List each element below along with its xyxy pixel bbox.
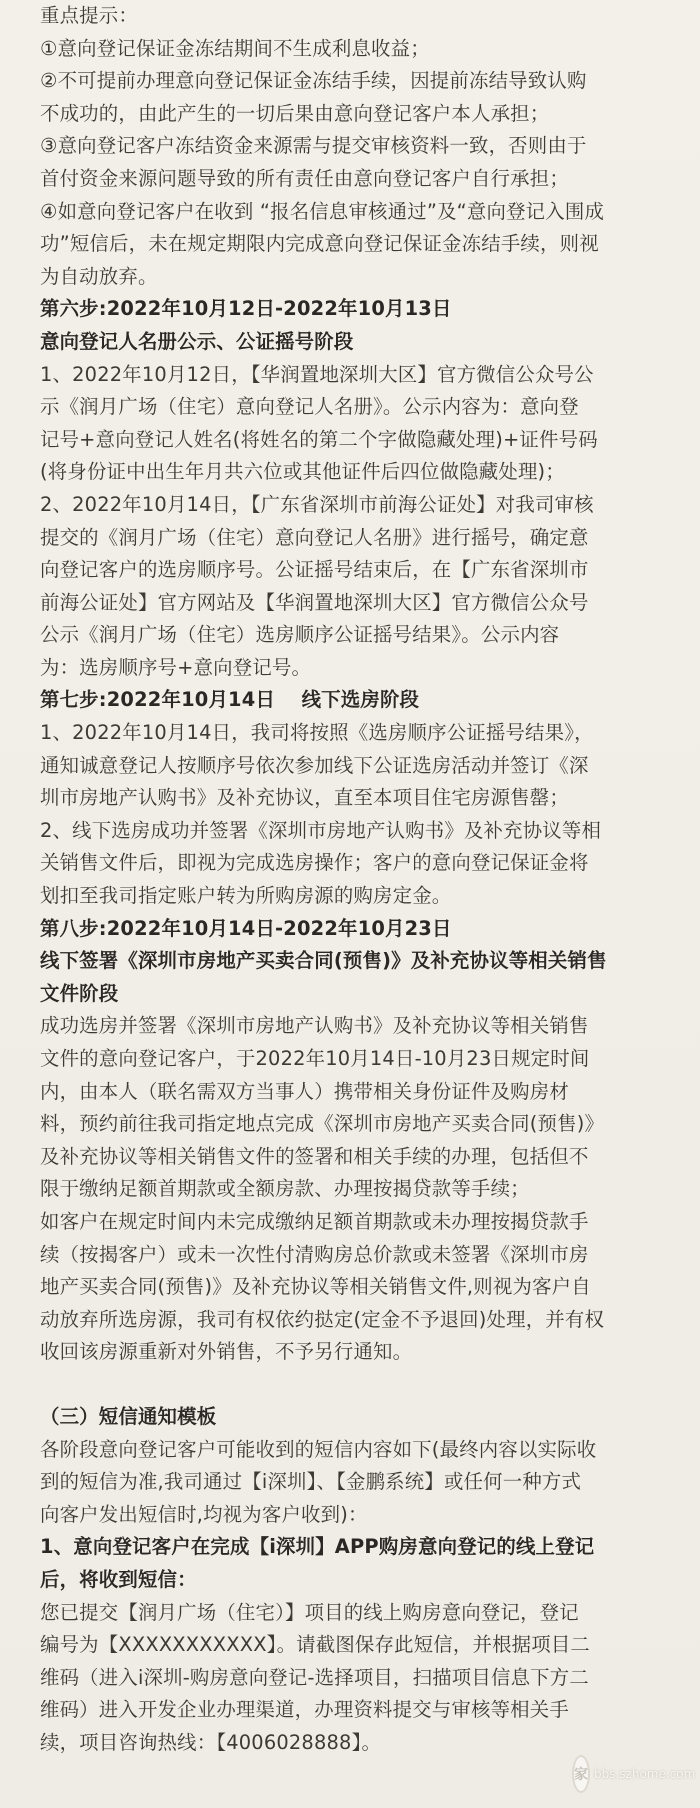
heading-line: 第六步:2022年10月12日-2022年10月13日 (40, 297, 452, 321)
text-line: 到的短信为准,我司通过【i深圳】、【金鹏系统】或任何一种方式 (40, 1470, 582, 1494)
text-line: 维码（进入i深圳-购房意向登记-选择项目，扫描项目信息下方二 (40, 1665, 589, 1689)
document-body (40, 0, 676, 1759)
text-line: 文件的意向登记客户，于2022年10月14日-10月23日规定时间 (40, 1047, 590, 1070)
watermark-logo-text: 家 (574, 1767, 588, 1783)
text-line: 成功选房并签署《深圳市房地产认购书》及补充协议等相关销售 (40, 1014, 589, 1038)
text-line: 关销售文件后，即视为完成选房操作；客户的意向登记保证金将 (40, 851, 589, 875)
watermark-site-text: bbs.szhome.com (594, 1767, 696, 1781)
text-line: 为：选房顺序号+意向登记号。 (40, 655, 312, 679)
paragraph-gap (40, 1369, 676, 1401)
text-line: 2、线下选房成功并签署《深圳市房地产认购书》及补充协议等相 (40, 818, 602, 842)
text-line: ④如意向登记客户在收到 “报名信息审核通过”及“意向登记入围成 (40, 199, 605, 223)
text-line: 向客户发出短信时,均视为客户收到)： (40, 1502, 368, 1526)
text-line: 首付资金来源问题导致的所有责任由意向登记客户自行承担； (40, 166, 569, 190)
heading-line: 线下签署《深圳市房地产买卖合同(预售)》及补充协议等相关销售 (40, 949, 607, 973)
site-watermark (572, 1754, 696, 1794)
text-line: ①意向登记保证金冻结期间不生成利息收益； (40, 36, 430, 60)
text-line: ②不可提前办理意向登记保证金冻结手续，因提前冻结导致认购 (40, 69, 587, 93)
heading-line: 第七步:2022年10月14日 线下选房阶段 (40, 688, 420, 712)
heading-line: 意向登记人名册公示、公证摇号阶段 (40, 329, 354, 353)
text-line: 记号+意向登记人姓名(将姓名的第二个字做隐藏处理)+证件号码 (40, 427, 598, 451)
text-line: 续，项目咨询热线：【4006028888】。 (40, 1730, 382, 1754)
text-line: 划扣至我司指定账户转为所购房源的购房定金。 (40, 884, 452, 908)
text-line: 编号为【XXXXXXXXXXX】。请截图保存此短信，并根据项目二 (40, 1633, 591, 1657)
text-line: 前海公证处】官方网站及【华润置地深圳大区】官方微信公众号 (40, 590, 589, 614)
text-line: 如客户在规定时间内未完成缴纳足额首期款或未办理按揭贷款手 (40, 1209, 589, 1233)
text-line: 圳市房地产认购书》及补充协议，直至本项目住宅房源售罄； (40, 786, 569, 810)
heading-line: （三）短信通知模板 (40, 1404, 217, 1428)
text-line: 动放弃所选房源，我司有权依约挞定(定金不予退回)处理，并有权 (40, 1307, 605, 1331)
text-line: 及补充协议等相关销售文件的签署和相关手续的办理，包括但不 (40, 1144, 589, 1168)
text-line: 公示《润月广场（住宅）选房顺序公证摇号结果》。公示内容 (40, 623, 560, 647)
text-line: ③意向登记客户冻结资金来源需与提交审核资料一致，否则由于 (40, 134, 587, 158)
text-line: 提交的《润月广场（住宅）意向登记人名册》进行摇号，确定意 (40, 525, 589, 549)
text-line: 通知诚意登记人按顺序号依次参加线下公证选房活动并签订《深 (40, 753, 589, 777)
text-line: 地产买卖合同(预售)》及补充协议等相关销售文件,则视为客户自 (40, 1275, 591, 1299)
text-line: 收回该房源重新对外销售，不予另行通知。 (40, 1340, 413, 1364)
text-line: 1、2022年10月14日，我司将按照《选房顺序公证摇号结果》， (40, 721, 594, 745)
heading-line: 1、意向登记客户在完成【i深圳】APP购房意向登记的线上登记 (40, 1535, 595, 1559)
text-line: 各阶段意向登记客户可能收到的短信内容如下(最终内容以实际收 (40, 1437, 597, 1461)
heading-line: 第八步:2022年10月14日-2022年10月23日 (40, 916, 452, 940)
text-line: 维码）进入开发企业办理渠道，办理资料提交与审核等相关手 (40, 1698, 569, 1722)
text-line: 您已提交【润月广场（住宅）】项目的线上购房意向登记，登记 (40, 1600, 579, 1624)
watermark-logo-icon (572, 1755, 590, 1793)
text-line: 1、2022年10月12日，【华润置地深圳大区】官方微信公众号公 (40, 362, 594, 386)
text-line: 限于缴纳足额首期款或全额房款、办理按揭贷款等手续； (40, 1177, 530, 1201)
heading-line: 文件阶段 (40, 981, 119, 1005)
text-line: 为自动放弃。 (40, 264, 158, 288)
text-line: 2、2022年10月14日，【广东省深圳市前海公证处】对我司审核 (40, 492, 594, 516)
text-line: 向登记客户的选房顺序号。公证摇号结束后，在【广东省深圳市 (40, 558, 589, 582)
text-line: 不成功的，由此产生的一切后果由意向登记客户本人承担； (40, 101, 550, 125)
text-line: 重点提示： (40, 4, 138, 27)
text-line: 料，预约前往我司指定地点完成《深圳市房地产买卖合同(预售)》 (40, 1112, 605, 1136)
text-line: 续（按揭客户）或未一次性付清购房总价款或未签署《深圳市房 (40, 1242, 589, 1266)
text-line: 功”短信后，未在规定期限内完成意向登记保证金冻结手续，则视 (40, 232, 599, 256)
text-line: 内，由本人（联名需双方当事人）携带相关身份证件及购房材 (40, 1079, 569, 1103)
text-line: (将身份证中出生年月共六位或其他证件后四位做隐藏处理)； (40, 460, 565, 484)
text-line: 示《润月广场（住宅）意向登记人名册》。公示内容为：意向登 (40, 395, 579, 419)
heading-line: 后，将收到短信： (40, 1567, 197, 1591)
